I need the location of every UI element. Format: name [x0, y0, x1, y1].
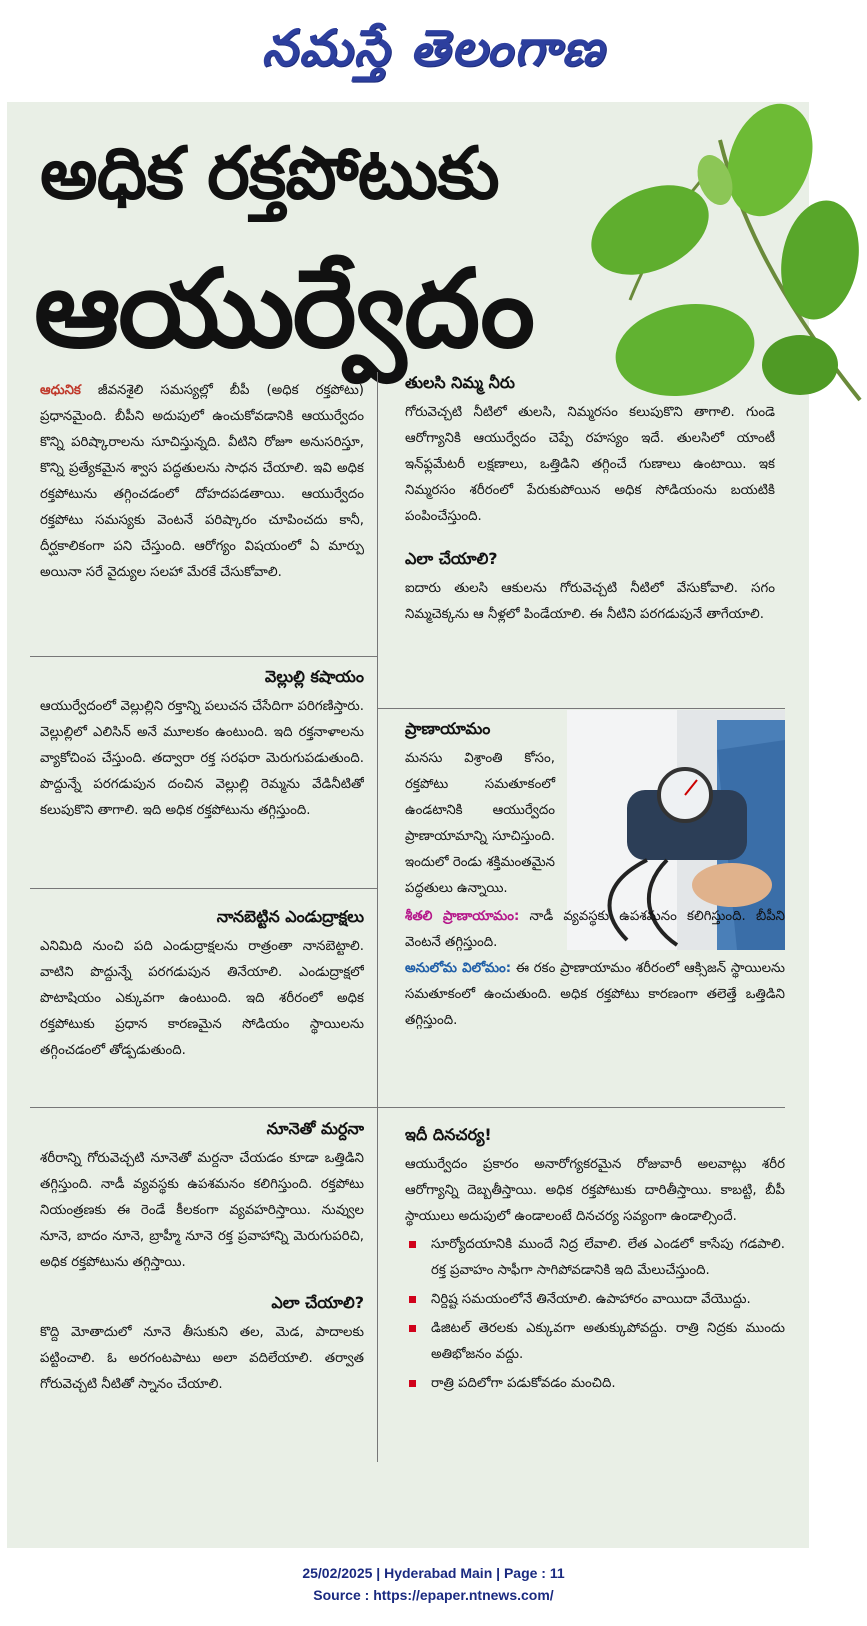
oil-how-title: ఎలా చేయాలి?: [271, 1293, 364, 1312]
tulsi-title: తులసి నిమ్మ నీరు: [405, 373, 515, 392]
list-item: డిజిటల్ తెరలకు ఎక్కువగా అతుక్కుపోవద్దు. రాత్రి నిద్రకు ముందు అతిభోజనం వద్దు.: [405, 1316, 785, 1368]
intro-lead: ఆధునిక: [40, 383, 81, 398]
garlic-text: ఆయుర్వేదంలో వెల్లుల్లిని రక్తాన్ని పలుచన చేసేదిగా పరిగణిస్తారు. వెల్లుల్లిలో ఎలిసిన్ అనే మూలకం ఉంటుంది. ఇది రక్తనాళాలను వ్యాకోచింప చేస్తుంది. తద్వారా రక్త సరఫరా మెరుగుపడుతుంది. పొద్దున్నే పరగడుపున దంచిన వెల్లుల్లి రెమ్మను వేడినీటితో కలుపుకొని తాగాలి. ఇది అధిక రక్తపోటును తగ్గిస్తుంది.: [40, 699, 364, 818]
column-divider: [377, 372, 378, 1462]
pranayama-section: [405, 716, 785, 1104]
raisins-title: నానబెట్టిన ఎండుద్రాక్షలు: [216, 907, 364, 926]
tulsi-how-text: ఐదారు తులసి ఆకులను గోరువెచ్చటి నీటిలో వేసుకోవాలి. సగం నిమ్మచెక్కను ఆ నీళ్లలో పిండేయాలి. ఈ నీటిని పరగడుపునే తాగేయాలి.: [405, 581, 775, 622]
oil-text: శరీరాన్ని గోరువెచ్చటి నూనెతో మర్దనా చేయడం కూడా ఒత్తిడిని తగ్గిస్తుంది. నాడీ వ్యవస్థకు ఉపశమనం కలిగిస్తుంది. రక్తపోటు నియంత్రణకు ఈ రెండే కీలకంగా వ్యవహరిస్తాయి. నువ్వుల నూనె, బాదం నూనె, బ్రాహ్మీ నూనె రక్త ప్రవాహాన్ని మెరుగుపరిచి, అధిక రక్తపోటును తగ్గిస్తాయి.: [40, 1151, 364, 1270]
intro-section: [40, 378, 364, 653]
divider-intro: [30, 656, 378, 657]
divider-garlic: [30, 888, 378, 889]
footer-date-page: 25/02/2025 | Hyderabad Main | Page : 11: [302, 1565, 565, 1581]
pranayama-text: మనసు విశ్రాంతి కోసం, రక్తపోటు సమతూకంలో ఉండటానికి ఆయుర్వేదం ప్రాణాయామాన్ని సూచిస్తుంది. ఇందులో రెండు శక్తిమంతమైన పద్ధతులు ఉన్నాయి.: [405, 751, 555, 896]
sheetali-paragraph: [405, 904, 785, 956]
routine-section: [405, 1122, 785, 1482]
anulom-text: ఈ రకం ప్రాణాయామం శరీరంలో ఆక్సిజన్ స్థాయిలను సమతూకంలో ఉంచుతుంది. అధిక రక్తపోటు కారణంగా తలెత్తే ఒత్తిడిని తగ్గిస్తుంది.: [405, 961, 785, 1028]
oil-section: [40, 1116, 364, 1476]
raisins-text: ఎనిమిది నుంచి పది ఎండుద్రాక్షలను రాత్రంతా నానబెట్టాలి. వాటిని పొద్దున్నే పరగడుపున తినేయాలి. ఎండుద్రాక్షలో పొటాషియం ఎక్కువగా ఉంటుంది. ఇది శరీరంలో అధిక రక్తపోటుకు ప్రధాన కారణమైన సోడియం స్థాయిలను తగ్గించడంలో తోడ్పడుతుంది.: [40, 939, 364, 1058]
masthead: [0, 0, 867, 98]
divider-pranayama: [378, 1107, 785, 1108]
sheetali-text: నాడీ వ్యవస్థకు ఉపశమనం కలిగిస్తుంది. బీపీని వెంటనే తగ్గిస్తుంది.: [405, 909, 785, 950]
sheetali-label: శీతలి ప్రాణాయామం:: [405, 909, 520, 924]
tulsi-leaves-icon: [590, 100, 867, 410]
routine-list: [405, 1232, 785, 1397]
divider-raisins: [30, 1107, 378, 1108]
pranayama-title: ప్రాణాయామం: [405, 719, 491, 738]
divider-tulsi: [378, 708, 785, 709]
tulsi-how-title: ఎలా చేయాలి?: [405, 549, 498, 568]
footer-source: Source : https://epaper.ntnews.com/: [313, 1587, 554, 1603]
intro-text: జీవనశైలి సమస్యల్లో బీపీ (అధిక రక్తపోటు) ప్రధానమైంది. బీపీని అదుపులో ఉంచుకోవడానికి ఆయుర్వేదం కొన్ని పరిష్కారాలను సూచిస్తున్నది. వీటిని రోజూ అనుసరిస్తూ, కొన్ని ప్రత్యేకమైన శ్వాస పద్ధతులను సాధన చేయాలి. ఇవి అధిక రక్తపోటును తగ్గించడంలో దోహదపడతాయి. ఆయుర్వేదం రక్తపోటు సమస్యకు వెంటనే పరిష్కారం చూపించదు కానీ, దీర్ఘకాలికంగా పని చేస్తుంది. ఆరోగ్యం విషయంలో ఏ మార్పు అయినా సరే వైద్యుల సలహా మేరకే చేసుకోవాలి.: [40, 383, 364, 580]
routine-title: ఇదీ దినచర్య!: [405, 1125, 492, 1144]
garlic-title: వెల్లుల్లి కషాయం: [264, 667, 364, 686]
headline-line2: ఆయుర్వేదం: [34, 247, 533, 372]
tulsi-section: [405, 370, 775, 706]
garlic-section: [40, 664, 364, 886]
tulsi-text: గోరువెచ్చటి నీటిలో తులసి, నిమ్మరసం కలుపుకొని తాగాలి. గుండె ఆరోగ్యానికి ఆయుర్వేదం చెప్పే రహస్యం ఇదే. తులసిలో యాంటీ ఇన్‌ఫ్లమేటరీ లక్షణాలు, ఒత్తిడిని తగ్గించే గుణాలు ఉంటాయి. ఇక నిమ్మరసం శరీరంలో పేరుకుపోయిన అధిక సోడియంను బయటికి పంపించేస్తుంది.: [405, 405, 775, 524]
raisins-section: [40, 904, 364, 1104]
page-footer: [0, 1562, 867, 1606]
anulom-paragraph: [405, 956, 785, 1034]
list-item: రాత్రి పదిలోగా పడుకోవడం మంచిది.: [405, 1371, 785, 1397]
masthead-title: నమస్తే తెలంగాణ: [261, 18, 606, 77]
oil-title: నూనెతో మర్దనా: [266, 1119, 364, 1138]
routine-text: ఆయుర్వేదం ప్రకారం అనారోగ్యకరమైన రోజువారీ అలవాట్లు శరీర ఆరోగ్యాన్ని దెబ్బతీస్తాయి. అధిక రక్తపోటుకు దారితీస్తాయి. కాబట్టి, బీపీ స్థాయులు అదుపులో ఉండాలంటే దినచర్య సవ్యంగా ఉండాల్సిందే.: [405, 1157, 785, 1224]
list-item: నిర్దిష్ట సమయంలోనే తినేయాలి. ఉపాహారం వాయిదా వేయొద్దు.: [405, 1287, 785, 1313]
intro-paragraph: [40, 378, 364, 586]
list-item: సూర్యోదయానికి ముందే నిద్ర లేవాలి. లేత ఎండలో కాసేపు గడపాలి. రక్త ప్రవాహం సాఫీగా సాగిపోవడానికి ఇది మేలుచేస్తుంది.: [405, 1232, 785, 1284]
oil-how-text: కొద్ది మోతాదులో నూనె తీసుకుని తల, మెడ, పాదాలకు పట్టించాలి. ఓ అరగంటపాటు అలా వదిలేయాలి. తర్వాత గోరువెచ్చటి నీటితో స్నానం చేయాలి.: [40, 1325, 364, 1392]
anulom-label: అనులోమ విలోమం:: [405, 961, 512, 976]
headline-line1: అధిక రక్తపోటుకు: [40, 131, 499, 215]
